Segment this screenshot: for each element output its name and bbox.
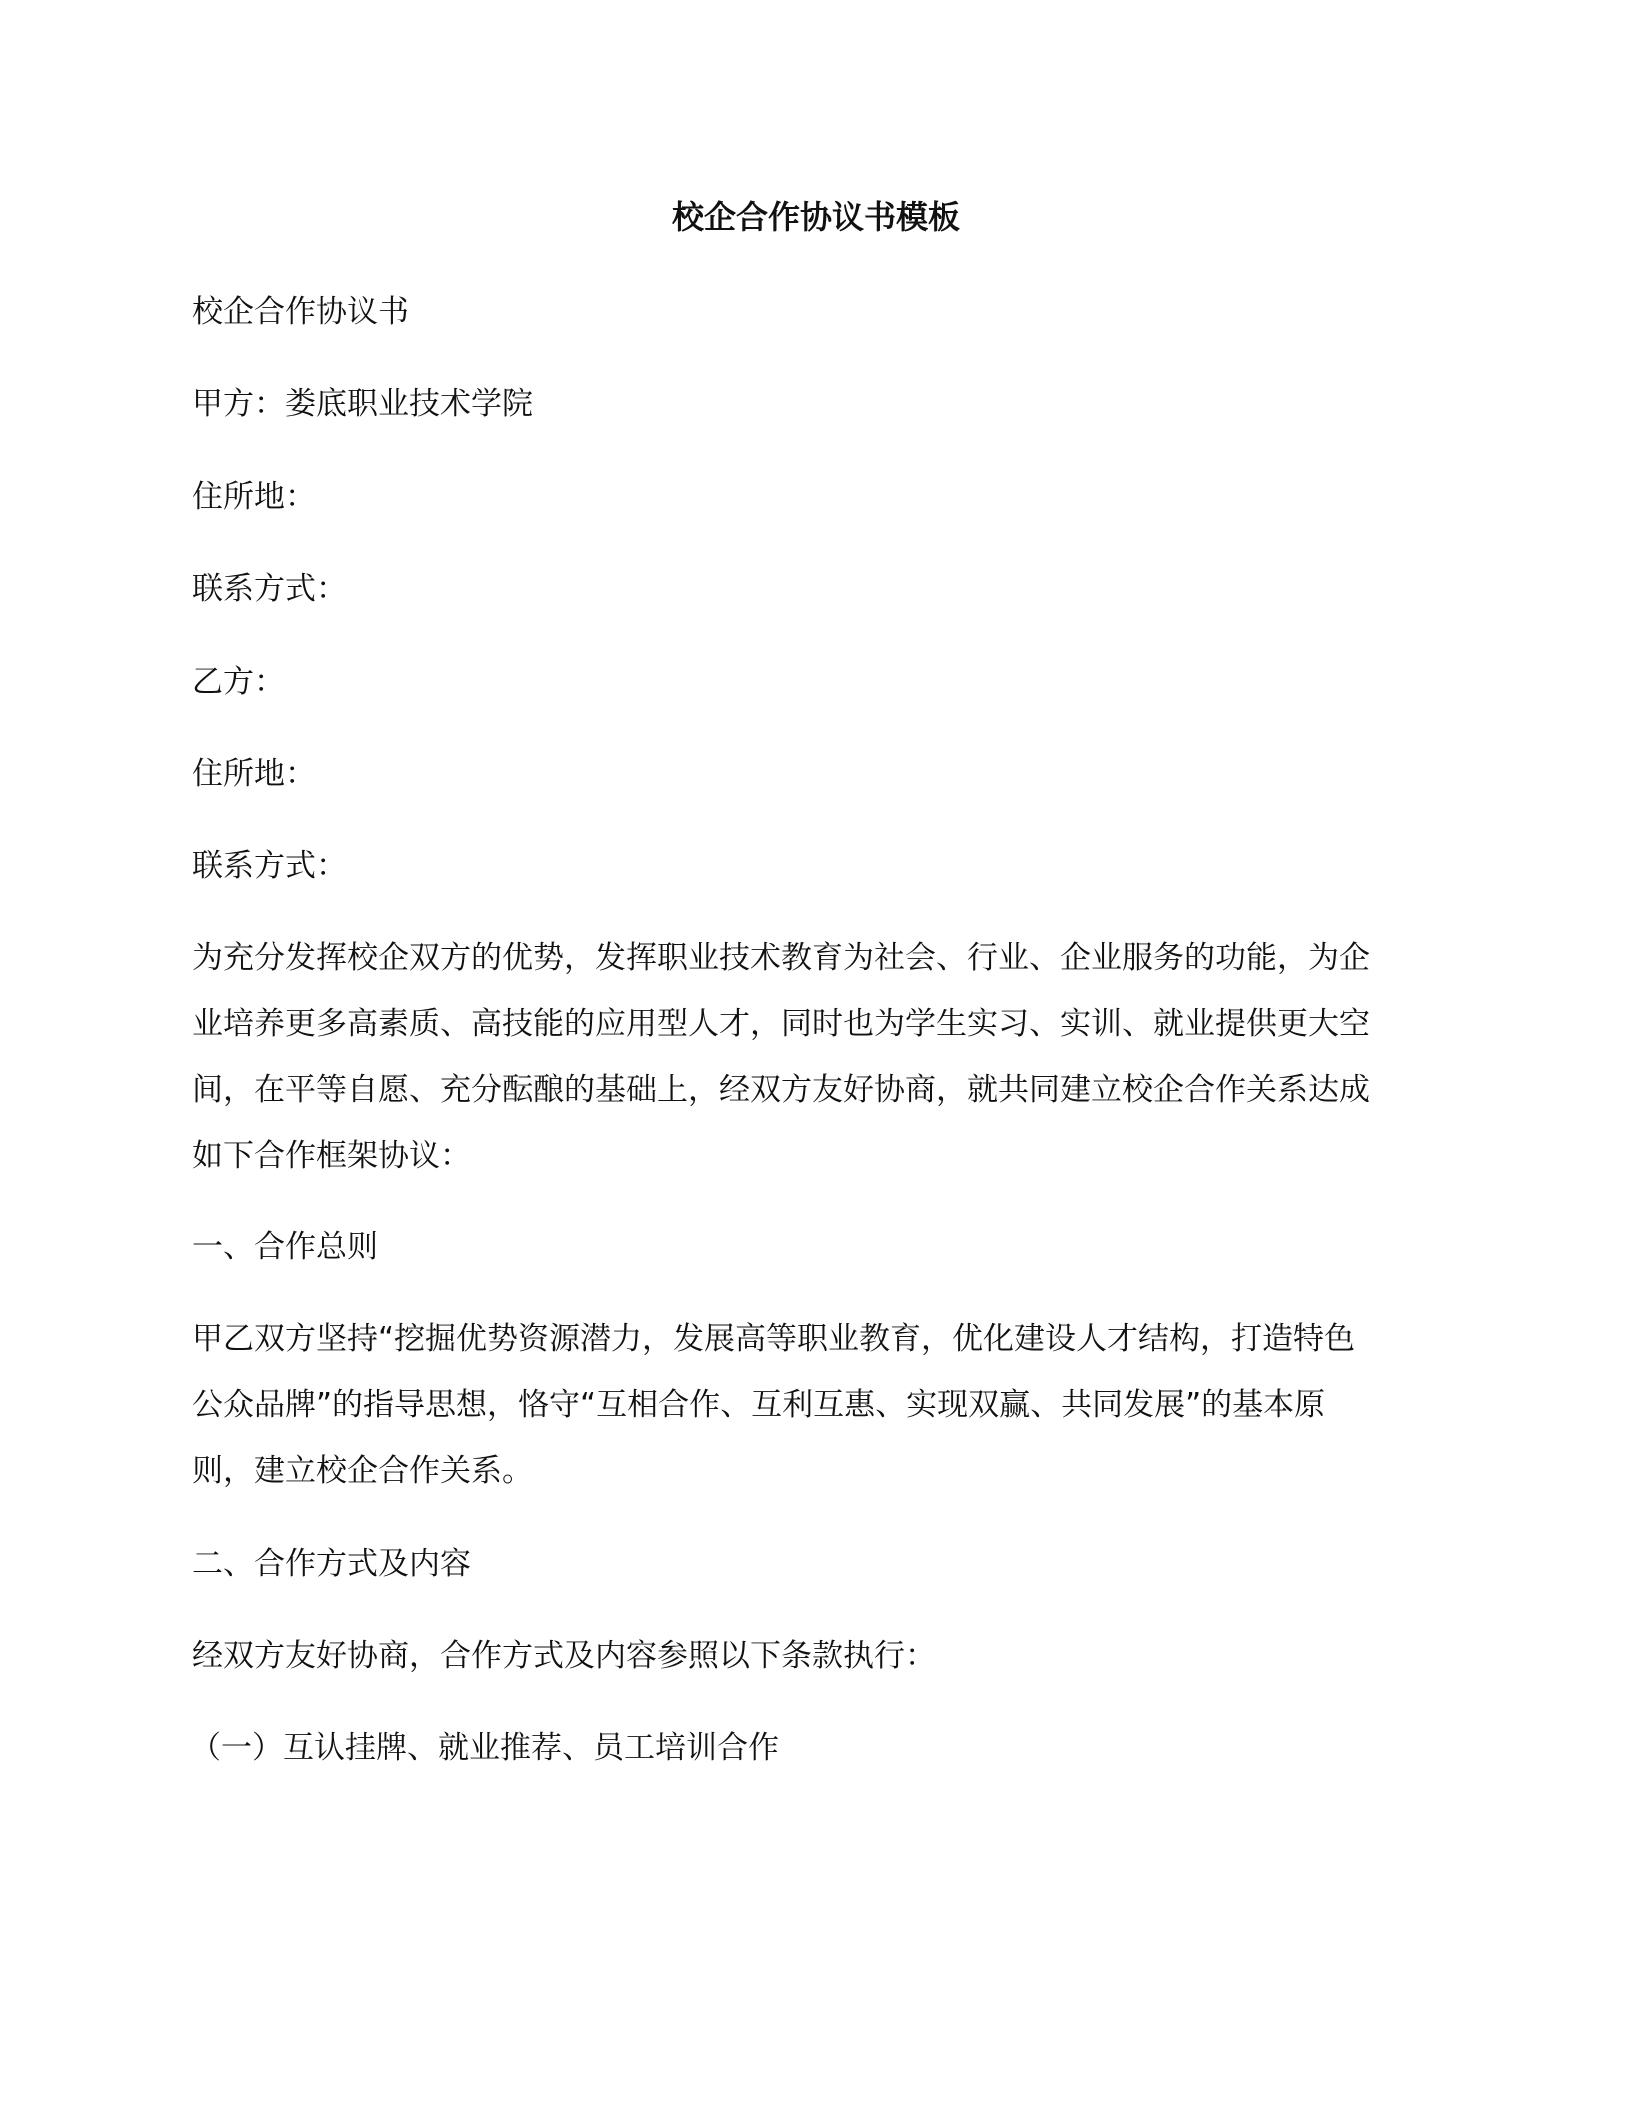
section-1-heading: 一、合作总则: [192, 1229, 378, 1265]
party-b-name: 乙方：: [192, 664, 285, 700]
section-2-heading: 二、合作方式及内容: [192, 1546, 471, 1582]
intro-paragraph: [192, 925, 1404, 1189]
section-1-paragraph: [192, 1306, 1404, 1504]
section-1-line: 则，建立校企合作关系。: [192, 1453, 533, 1489]
section-2-intro: 经双方友好协商，合作方式及内容参照以下条款执行：: [192, 1638, 936, 1674]
subsection-1-heading: （一）互认挂牌、就业推荐、员工培训合作: [190, 1730, 779, 1766]
party-b-contact: 联系方式：: [192, 848, 347, 884]
party-b-address: 住所地：: [192, 756, 316, 792]
party-a-contact: 联系方式：: [192, 571, 347, 607]
intro-line: 为充分发挥校企双方的优势，发挥职业技术教育为社会、行业、企业服务的功能，为企: [192, 940, 1370, 976]
section-1-line: 甲乙双方坚持“挖掘优势资源潜力，发展高等职业教育，优化建设人才结构，打造特色: [192, 1321, 1356, 1357]
intro-line: 间，在平等自愿、充分酝酿的基础上，经双方友好协商，就共同建立校企合作关系达成: [192, 1072, 1370, 1108]
agreement-subtitle: 校企合作协议书: [192, 294, 409, 330]
intro-line: 如下合作框架协议：: [192, 1138, 471, 1174]
party-a-address: 住所地：: [192, 479, 316, 515]
section-1-line: 公众品牌”的指导思想，恪守“互相合作、互利互惠、实现双赢、共同发展”的基本原: [192, 1387, 1326, 1423]
party-a-name: 甲方：娄底职业技术学院: [192, 386, 533, 422]
document-title: 校企合作协议书模板: [671, 198, 960, 236]
intro-line: 业培养更多高素质、高技能的应用型人才，同时也为学生实习、实训、就业提供更大空: [192, 1006, 1370, 1042]
